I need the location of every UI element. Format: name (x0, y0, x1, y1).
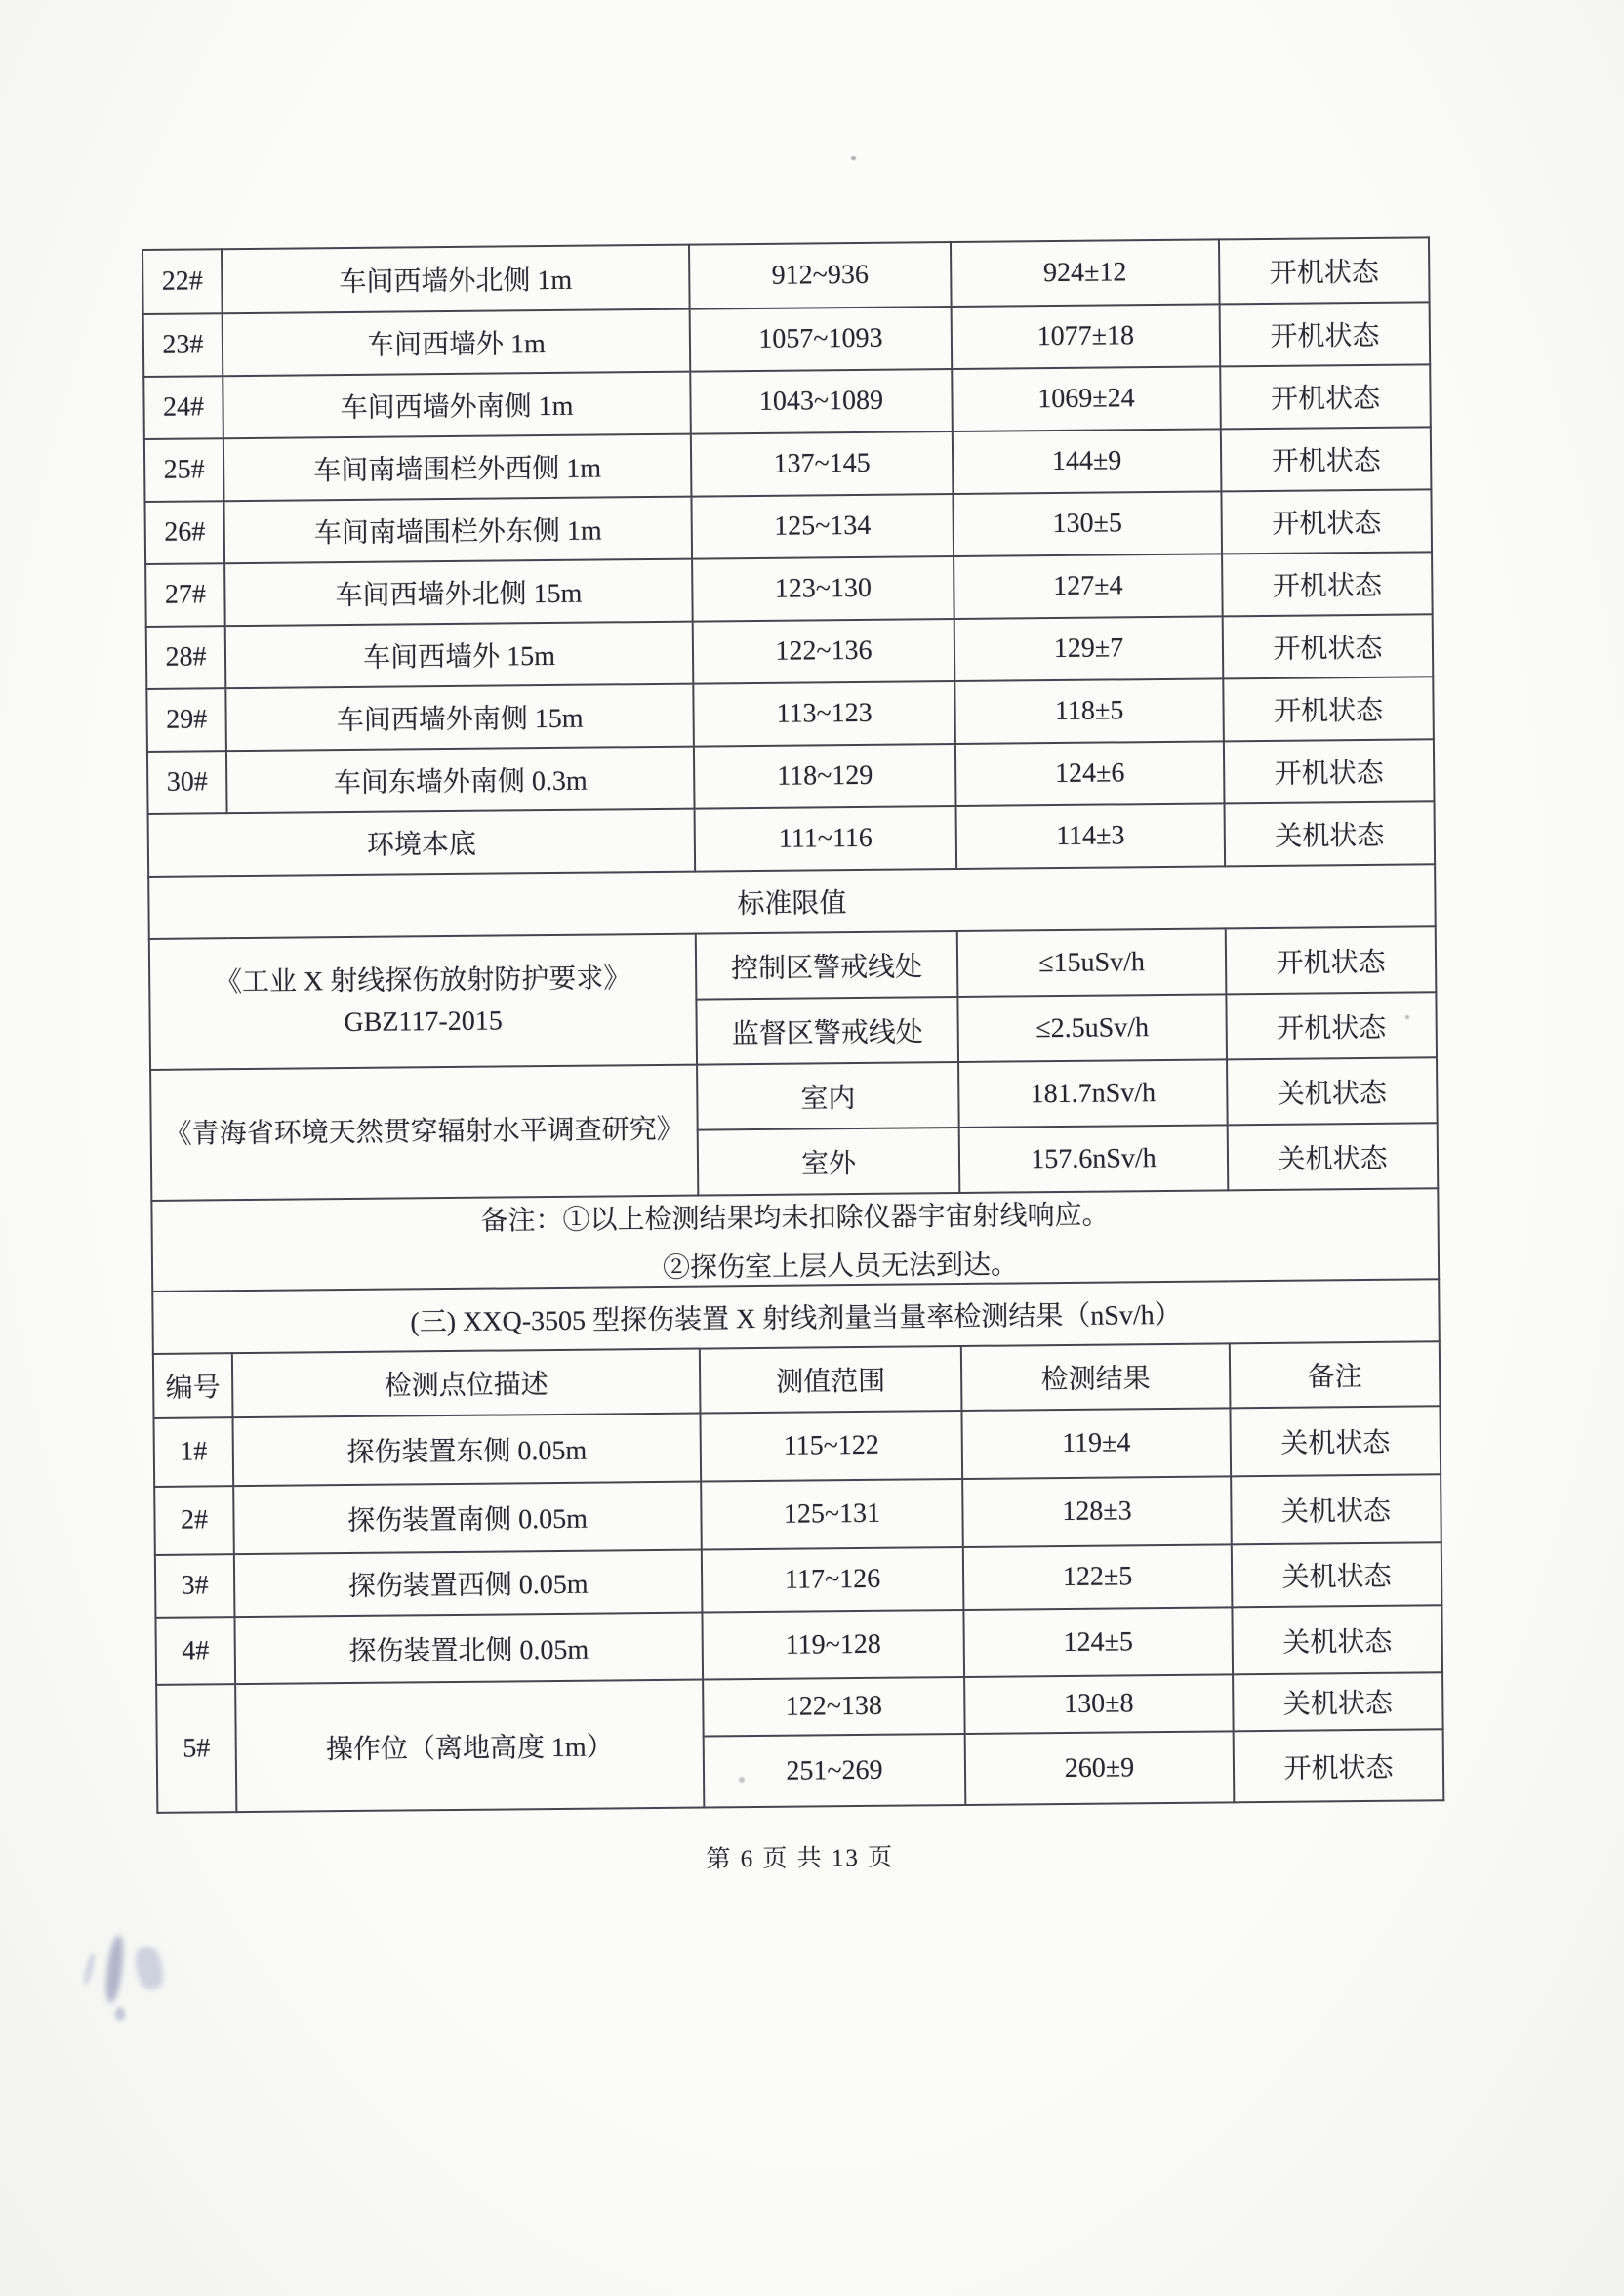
cell-point-desc: 车间西墙外 15m (225, 622, 694, 689)
cell-point-id: 3# (155, 1554, 235, 1618)
cell-range: 117~126 (702, 1547, 964, 1613)
remarks-cell (151, 1188, 1439, 1292)
cell-result: 127±4 (954, 554, 1223, 619)
cell-point-id: 5# (156, 1684, 236, 1813)
cell-status: 开机状态 (1224, 739, 1435, 803)
cell-range: 251~269 (704, 1734, 966, 1808)
standard-source-title: 《工业 X 射线探伤放射防护要求》 (214, 964, 631, 999)
standard-source-code: GBZ117-2015 (344, 1005, 503, 1039)
remarks-row (151, 1188, 1439, 1292)
cell-result: 122±5 (963, 1544, 1233, 1610)
document-body (142, 236, 1443, 1880)
cell-status: 开机状态 (1226, 992, 1437, 1059)
cell-range: 115~122 (700, 1411, 962, 1482)
measurement-table (142, 236, 1444, 1814)
header-row (153, 1341, 1441, 1418)
cell-background-label: 环境本底 (148, 809, 696, 877)
cell-result: 114±3 (956, 803, 1226, 869)
cell-status: 开机状态 (1223, 614, 1434, 678)
cell-point-id: 22# (142, 249, 223, 314)
limits-banner-label: 标准限值 (148, 864, 1436, 939)
table-row (154, 1474, 1441, 1555)
cell-point-id: 24# (143, 376, 223, 439)
cell-range: 122~138 (703, 1677, 965, 1737)
cell-status: 关机状态 (1232, 1605, 1442, 1674)
cell-result: 144±9 (953, 429, 1222, 494)
cell-result: 124±6 (955, 741, 1225, 806)
cell-point-desc: 车间西墙外北侧 15m (224, 559, 693, 627)
cell-range: 125~134 (691, 494, 954, 559)
cell-point-id: 2# (154, 1486, 234, 1555)
table-row (153, 1406, 1441, 1487)
cell-limit-value: ≤15uSv/h (957, 928, 1227, 997)
cell-status: 关机状态 (1228, 1123, 1439, 1190)
table-row (142, 237, 1430, 314)
cell-position: 控制区警戒线处 (696, 931, 958, 1000)
standard-source (150, 1065, 698, 1201)
cell-point-desc: 探伤装置东侧 0.05m (232, 1414, 701, 1487)
cell-point-desc: 操作位（离地高度 1m） (235, 1680, 704, 1813)
standard-row (150, 1057, 1438, 1135)
cell-status: 开机状态 (1222, 552, 1433, 616)
cell-result: 260±9 (965, 1731, 1235, 1805)
cell-range: 912~936 (689, 242, 952, 309)
cell-result: 924±12 (951, 239, 1220, 307)
cell-point-desc: 车间西墙外北侧 1m (222, 245, 690, 314)
header-point-id: 编号 (153, 1353, 233, 1418)
cell-status: 开机状态 (1226, 926, 1437, 994)
cell-result: 128±3 (962, 1476, 1232, 1547)
cell-point-id: 1# (153, 1417, 233, 1487)
cell-point-desc: 车间西墙外 1m (223, 309, 691, 377)
cell-point-desc: 车间西墙外南侧 1m (223, 372, 691, 439)
table-row (155, 1605, 1442, 1685)
cell-status: 关机状态 (1225, 801, 1436, 866)
cell-status: 关机状态 (1231, 1474, 1441, 1544)
cell-range: 125~131 (701, 1479, 963, 1550)
cell-status: 开机状态 (1219, 237, 1430, 304)
section-title: (三) XXQ-3505 型探伤装置 X 射线剂量当量率检测结果（nSv/h） (152, 1279, 1440, 1354)
cell-point-id: 29# (146, 688, 226, 752)
standard-source-title: 《青海省环境天然贯穿辐射水平调查研究》 (164, 1114, 684, 1150)
remark-line-2: ②探伤室上层人员无法到达。 (662, 1249, 1019, 1284)
cell-status: 关机状态 (1227, 1057, 1438, 1125)
scan-speck (851, 156, 856, 160)
cell-result: 130±8 (964, 1674, 1234, 1734)
cell-range: 119~128 (702, 1610, 964, 1680)
cell-range: 1057~1093 (690, 307, 953, 372)
cell-point-desc: 探伤装置北侧 0.05m (234, 1613, 703, 1685)
cell-range: 122~136 (693, 619, 955, 684)
cell-position: 室内 (697, 1062, 959, 1130)
cell-result: 1069±24 (952, 366, 1221, 431)
header-point-desc: 检测点位描述 (232, 1349, 701, 1418)
cell-range: 113~123 (693, 681, 955, 747)
header-result: 检测结果 (961, 1343, 1231, 1411)
header-note: 备注 (1230, 1341, 1441, 1408)
standard-row (149, 926, 1437, 1004)
cell-point-desc: 车间东墙外南侧 0.3m (226, 747, 695, 814)
cell-result: 119±4 (961, 1408, 1231, 1479)
cell-status: 开机状态 (1220, 302, 1431, 366)
ink-smudge (86, 1925, 174, 2032)
cell-point-id: 26# (144, 501, 224, 564)
cell-range: 137~145 (691, 431, 954, 497)
cell-point-desc: 车间西墙外南侧 15m (225, 684, 694, 752)
cell-status: 关机状态 (1232, 1542, 1442, 1607)
cell-status: 开机状态 (1234, 1729, 1444, 1802)
cell-range: 123~130 (692, 556, 954, 622)
cell-point-desc: 探伤装置南侧 0.05m (233, 1482, 702, 1555)
cell-position: 监督区警戒线处 (696, 997, 958, 1065)
cell-result: 124±5 (963, 1607, 1233, 1677)
scan-speck (739, 1777, 745, 1783)
cell-status: 关机状态 (1233, 1672, 1443, 1731)
cell-result: 1077±18 (952, 304, 1221, 369)
remark-line-1: 备注：①以上检测结果均未扣除仪器宇宙射线响应。 (480, 1200, 1110, 1237)
cell-limit-value: 181.7nSv/h (958, 1059, 1228, 1128)
cell-status: 开机状态 (1223, 676, 1434, 741)
cell-status: 关机状态 (1230, 1406, 1441, 1476)
cell-point-id: 4# (155, 1617, 235, 1685)
cell-point-id: 27# (145, 563, 225, 627)
cell-point-id: 30# (147, 751, 227, 814)
cell-status: 开机状态 (1220, 364, 1431, 429)
header-range: 测值范围 (700, 1346, 962, 1414)
cell-point-id: 28# (146, 626, 226, 689)
standard-source (149, 934, 697, 1070)
cell-point-id: 23# (143, 313, 223, 377)
scan-speck (1405, 1015, 1409, 1019)
cell-result: 118±5 (954, 678, 1224, 744)
page-number: 第 6 页 共 13 页 (706, 1844, 895, 1873)
cell-result: 129±7 (954, 616, 1224, 681)
cell-result: 130±5 (953, 491, 1222, 556)
cell-point-desc: 探伤装置西侧 0.05m (234, 1550, 703, 1618)
cell-limit-value: ≤2.5uSv/h (957, 994, 1227, 1062)
cell-range: 118~129 (694, 744, 956, 809)
cell-limit-value: 157.6nSv/h (959, 1125, 1229, 1193)
cell-status: 开机状态 (1221, 427, 1432, 491)
cell-point-id: 25# (144, 438, 224, 502)
cell-point-desc: 车间南墙围栏外西侧 1m (223, 434, 692, 502)
cell-status: 开机状态 (1221, 489, 1432, 554)
cell-position: 室外 (698, 1128, 960, 1196)
cell-range: 1043~1089 (690, 369, 953, 434)
cell-range: 111~116 (695, 806, 957, 872)
cell-point-desc: 车间南墙围栏外东侧 1m (223, 497, 692, 564)
